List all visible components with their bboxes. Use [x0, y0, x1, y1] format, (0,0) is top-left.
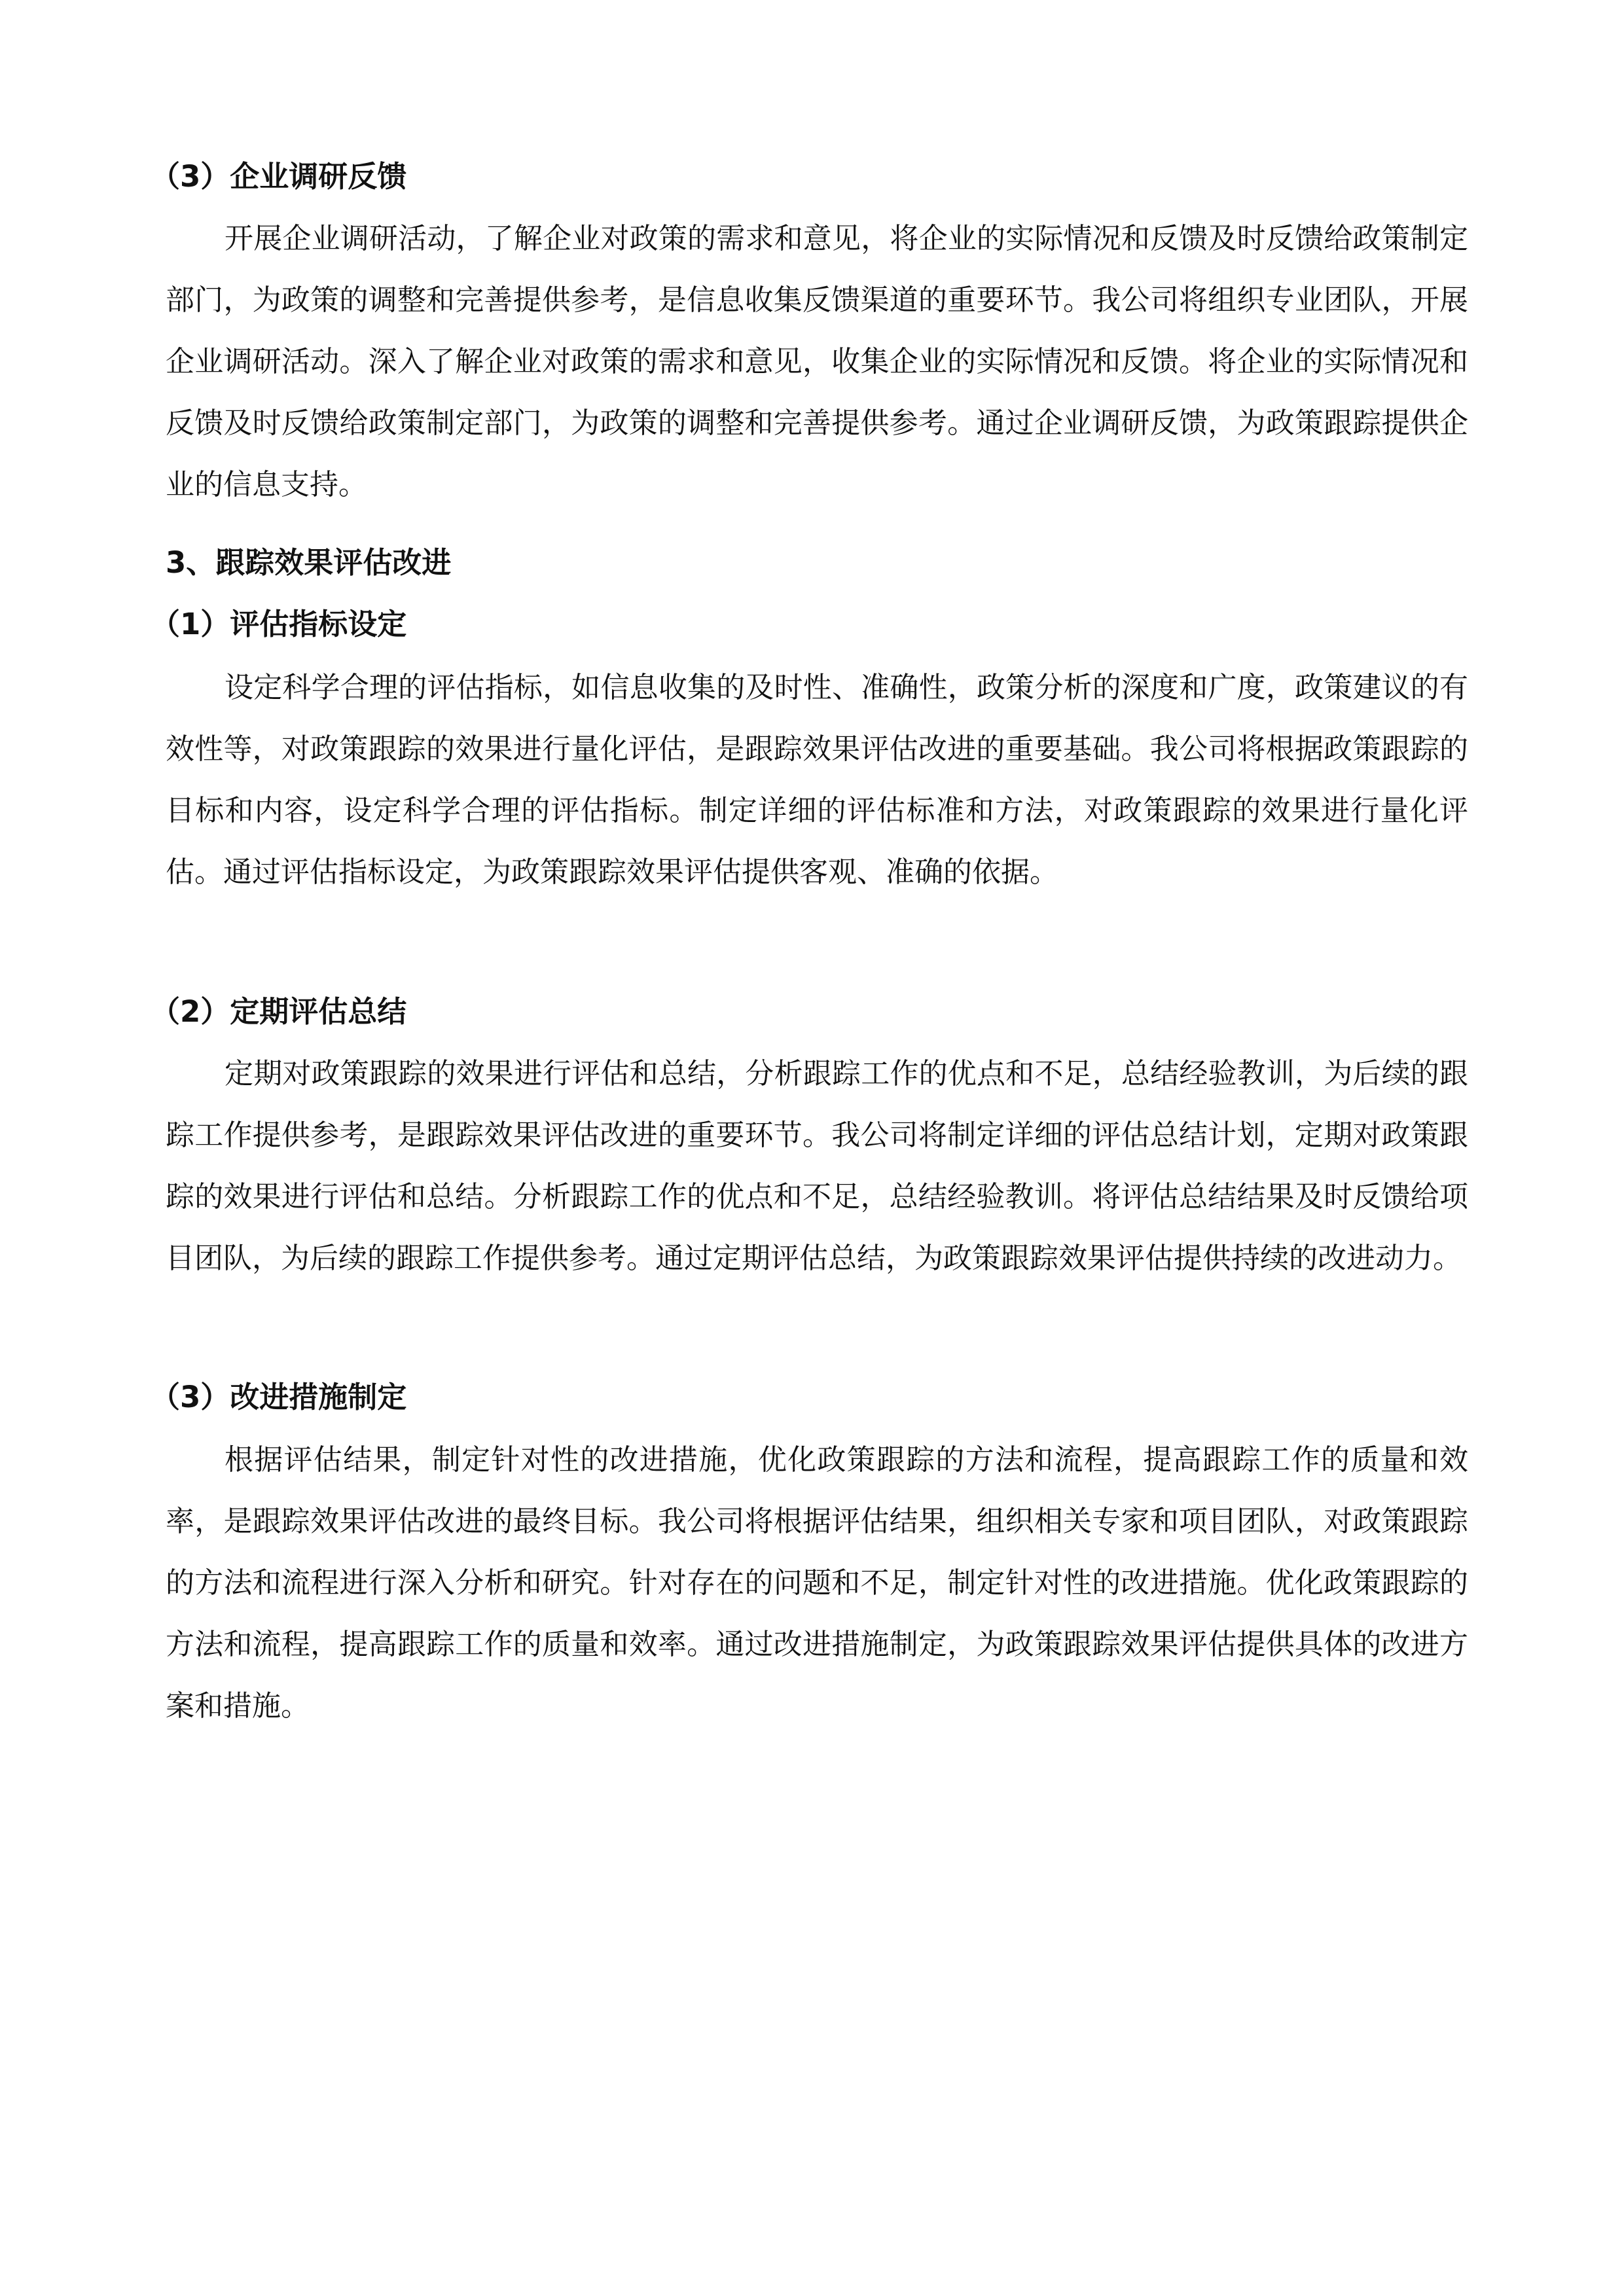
heading-indicator-setting: （1）评估指标设定 — [151, 607, 407, 641]
heading-periodic-review: （2）定期评估总结 — [151, 994, 407, 1029]
heading-enterprise-feedback: （3）企业调研反馈 — [151, 159, 407, 194]
paragraph-improvement-measures: 根据评估结果，制定针对性的改进措施，优化政策跟踪的方法和流程，提高跟踪工作的质量和效率，是跟踪效果评估改进的最终目标。我公司将根据评估结果，组织相关专家和项目团队，对政策跟踪的方法和流程进行深入分析和研究。针对存在的问题和不足，制定针对性的改进措施。优化政策跟踪的方法和流程，提高跟踪工作的质量和效率。通过改进措施制定，为政策跟踪效果评估提供具体的改进方案和措施。 — [166, 1443, 1468, 1723]
paragraph-indicator-setting: 设定科学合理的评估指标，如信息收集的及时性、准确性，政策分析的深度和广度，政策建议的有效性等，对政策跟踪的效果进行量化评估，是跟踪效果评估改进的重要基础。我公司将根据政策跟踪的目标和内容，设定科学合理的评估指标。制定详细的评估标准和方法，对政策跟踪的效果进行量化评估。通过评估指标设定，为政策跟踪效果评估提供客观、准确的依据。 — [166, 671, 1468, 889]
paragraph-periodic-review: 定期对政策跟踪的效果进行评估和总结，分析跟踪工作的优点和不足，总结经验教训，为后续的跟踪工作提供参考，是跟踪效果评估改进的重要环节。我公司将制定详细的评估总结计划，定期对政策跟踪的效果进行评估和总结。分析跟踪工作的优点和不足，总结经验教训。将评估总结结果及时反馈给项目团队，为后续的跟踪工作提供参考。通过定期评估总结，为政策跟踪效果评估提供持续的改进动力。 — [166, 1057, 1468, 1275]
heading-improvement-measures: （3）改进措施制定 — [151, 1380, 407, 1414]
paragraph-enterprise-feedback: 开展企业调研活动，了解企业对政策的需求和意见，将企业的实际情况和反馈及时反馈给政策制定部门，为政策的调整和完善提供参考，是信息收集反馈渠道的重要环节。我公司将组织专业团队，开展企业调研活动。深入了解企业对政策的需求和意见，收集企业的实际情况和反馈。将企业的实际情况和反馈及时反馈给政策制定部门，为政策的调整和完善提供参考。通过企业调研反馈，为政策跟踪提供企业的信息支持。 — [166, 222, 1468, 501]
heading-tracking-evaluation: 3、跟踪效果评估改进 — [166, 545, 452, 580]
